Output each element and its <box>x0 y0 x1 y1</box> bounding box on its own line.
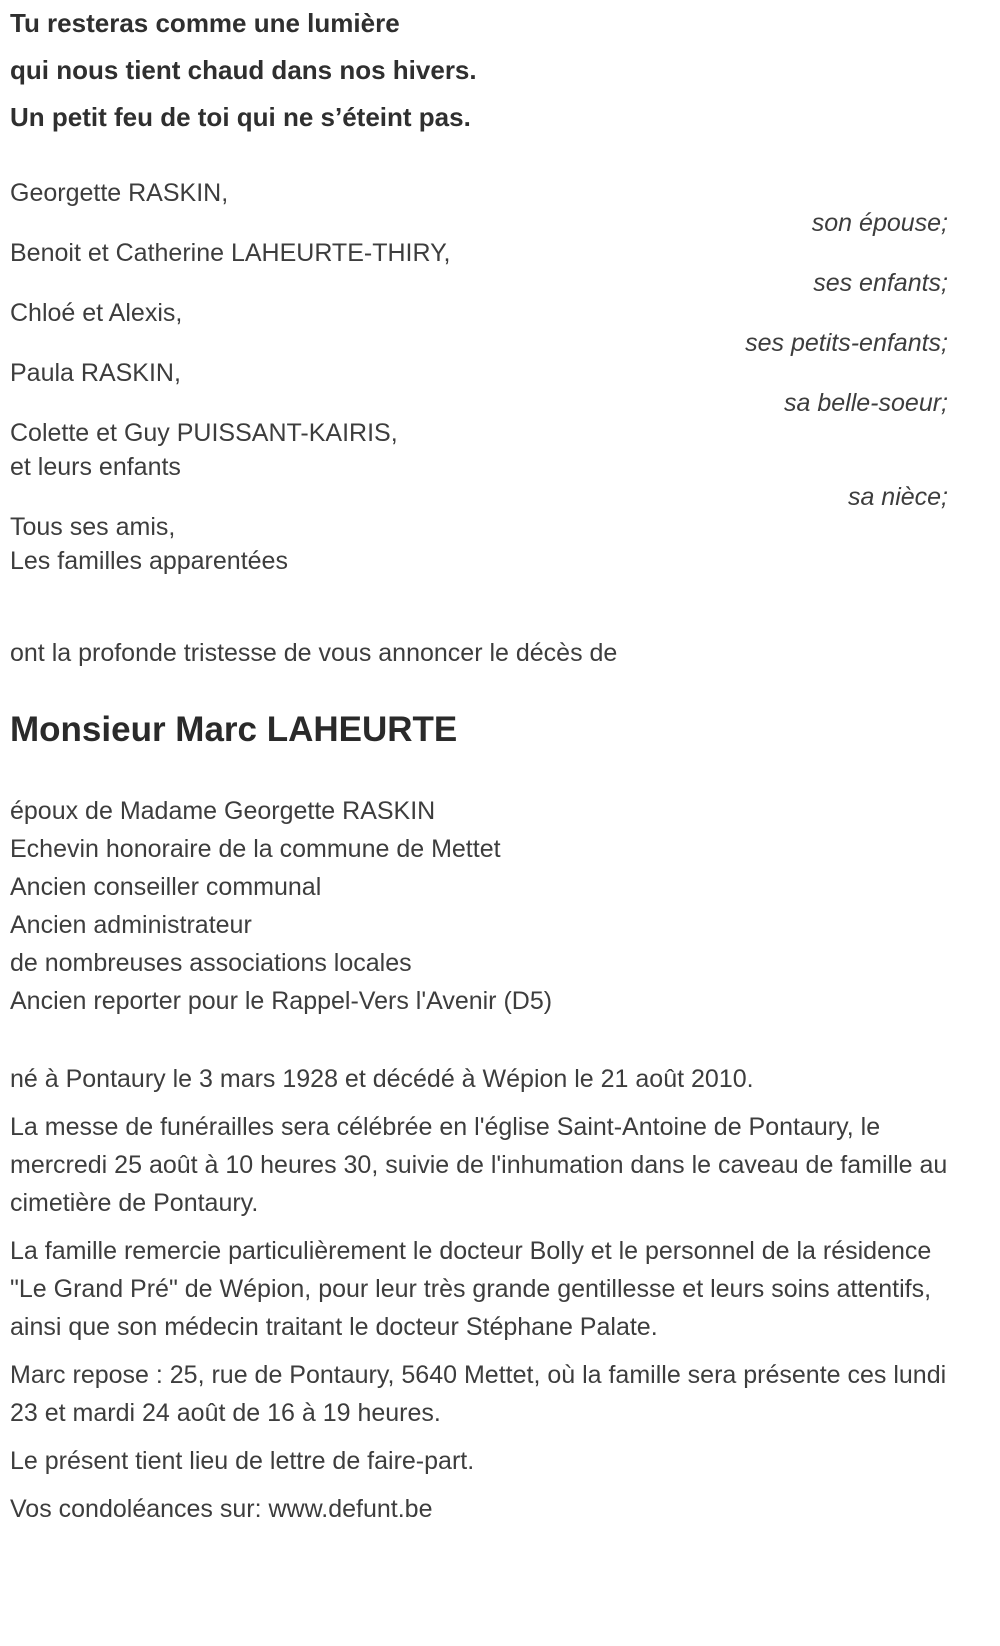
mourner-name: Les familles apparentées <box>10 547 288 575</box>
repose-paragraph: Marc repose : 25, rue de Pontaury, 5640 Mettet, où la famille sera présente ces lundi 23 et mardi 24 août de 16 à 19 heures. <box>10 1361 947 1427</box>
mourner-relation: ses enfants; <box>813 269 948 297</box>
announcement-body <box>10 1060 948 1528</box>
title-line: Ancien administrateur <box>10 911 252 939</box>
mourner-name: Georgette RASKIN, <box>10 179 229 207</box>
mourner-relation: sa nièce; <box>847 483 948 511</box>
mourner-name: Colette et Guy PUISSANT-KAIRIS, <box>10 419 398 447</box>
deceased-name: Monsieur Marc LAHEURTE <box>10 710 458 749</box>
mourner-relation: ses petits-enfants; <box>745 329 948 357</box>
mourner-relation: sa belle-soeur; <box>784 389 948 417</box>
title-line: époux de Madame Georgette RASKIN <box>10 797 436 825</box>
mourner-relation: son épouse; <box>811 209 948 237</box>
mourners-list <box>10 176 948 578</box>
epigraph-line: qui nous tient chaud dans nos hivers. <box>10 55 477 85</box>
announcement-sentence: ont la profonde tristesse de vous annoncer le décès de <box>10 639 618 667</box>
title-line: Echevin honoraire de la commune de Mettet <box>10 835 501 863</box>
mourner-row <box>10 176 948 236</box>
mourner-row <box>10 236 948 296</box>
epigraph-line: Un petit feu de toi qui ne s’éteint pas. <box>10 102 471 132</box>
mourner-row <box>10 416 948 510</box>
faire-part-line: Le présent tient lieu de lettre de faire-part. <box>10 1447 475 1475</box>
title-line: Ancien conseiller communal <box>10 873 322 901</box>
mourner-row <box>10 296 948 356</box>
mourner-row <box>10 356 948 416</box>
epigraph-line: Tu resteras comme une lumière <box>10 8 400 38</box>
title-line: Ancien reporter pour le Rappel-Vers l'Avenir (D5) <box>10 987 553 1015</box>
mourner-name: Paula RASKIN, <box>10 359 181 387</box>
mourner-name: Benoit et Catherine LAHEURTE-THIRY, <box>10 239 451 267</box>
funeral-mass-paragraph: La messe de funérailles sera célébrée en l'église Saint-Antoine de Pontaury, le mercredi 25 août à 10 heures 30, suivie de l'inhumation dans le caveau de famille au cimetière de Pontaury. <box>10 1113 948 1217</box>
mourner-name: Chloé et Alexis, <box>10 299 183 327</box>
title-line: de nombreuses associations locales <box>10 949 412 977</box>
birth-death-line: né à Pontaury le 3 mars 1928 et décédé à Wépion le 21 août 2010. <box>10 1065 754 1093</box>
epigraph <box>10 8 948 132</box>
thanks-paragraph: La famille remercie particulièrement le docteur Bolly et le personnel de la résidence "Le Grand Pré" de Wépion, pour leur très grande gentillesse et leurs soins attentifs, ainsi que son médecin traitant le docteur Stéphane Palate. <box>10 1237 932 1341</box>
mourner-name: et leurs enfants <box>10 453 181 481</box>
deceased-titles <box>10 792 948 1020</box>
condolences-url-line: Vos condoléances sur: www.defunt.be <box>10 1495 433 1523</box>
mourner-name: Tous ses amis, <box>10 513 176 541</box>
mourner-row <box>10 510 948 578</box>
